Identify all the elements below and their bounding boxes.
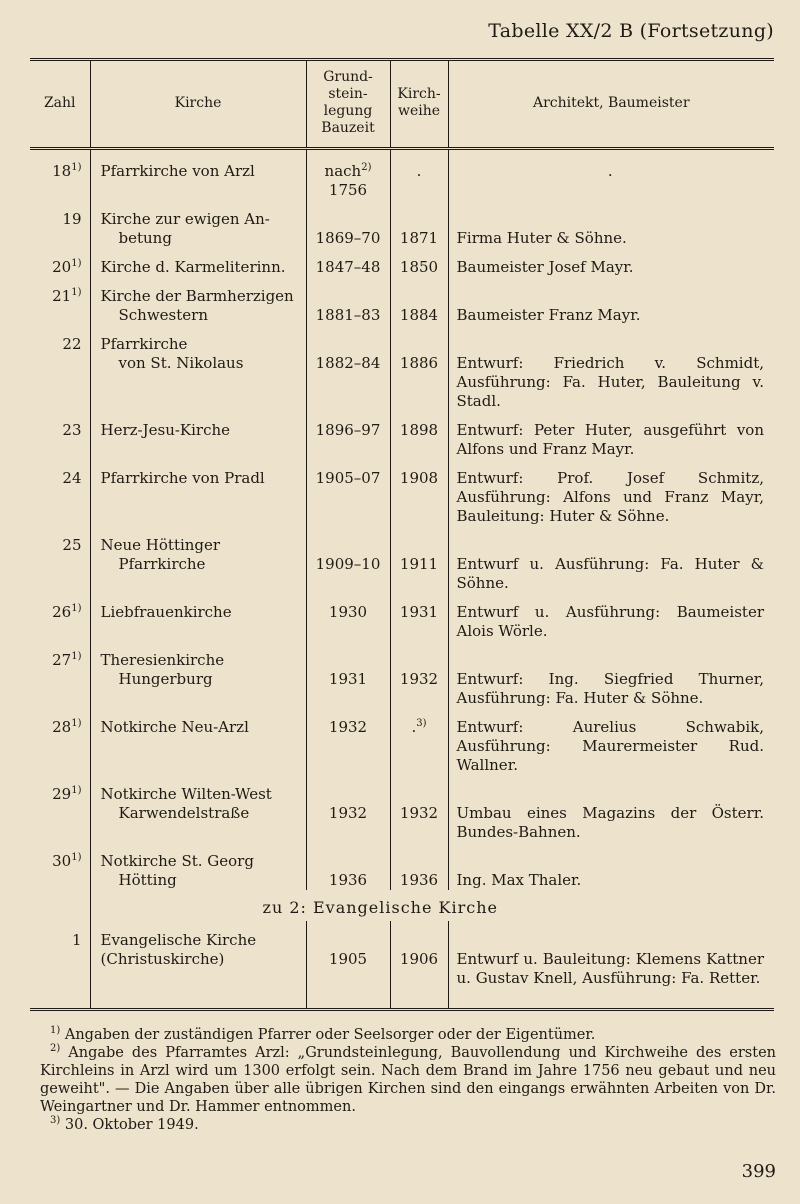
header-grundsteinlegung: Grund- stein- legung Bauzeit [306,61,390,149]
table-row [30,641,774,708]
architect: Baumeister Franz Mayr. [448,277,774,325]
church-name: Neue Höttinger Pfarrkirche [90,526,306,593]
architect: Ing. Max Thaler. [448,842,774,890]
row-number: 29$^{1)}$ [52,785,82,803]
table-row [30,277,774,325]
architect: Firma Huter & Söhne. [448,200,774,248]
row-number: 1 [71,931,82,949]
construction-period: 1896–97 [306,411,390,459]
architect: Umbau eines Magazins der Österr. Bundes-Bahnen. [448,775,774,842]
church-name: Evangelische Kirche (Christuskirche) [90,921,306,1008]
construction-period: nach$^{2)}$ 1756 [306,149,390,201]
table-row [30,708,774,775]
consecration-year: 1932 [390,775,448,842]
header-architekt: Architekt, Baumeister [448,61,774,149]
church-name: Kirche der Barmherzigen Schwestern [90,277,306,325]
table-row [30,842,774,890]
church-name: Pfarrkirche von Pradl [90,459,306,526]
consecration-year: 1908 [390,459,448,526]
row-number: 26$^{1)}$ [52,603,82,621]
church-name: Kirche d. Karmeliterinn. [90,248,306,277]
church-name: Pfarrkirche von St. Nikolaus [90,325,306,411]
architect: Entwurf u. Ausführung: Fa. Huter & Söhne. [448,526,774,593]
header-kirchweihe: Kirch- weihe [390,61,448,149]
architect: Entwurf: Prof. Josef Schmitz, Ausführung: Alfons und Franz Mayr, Bauleitung: Huter & Söhne. [448,459,774,526]
church-name: Pfarrkirche von Arzl [90,149,306,201]
consecration-year: 1932 [390,641,448,708]
construction-period: 1869–70 [306,200,390,248]
table-row [30,149,774,201]
construction-period: 1932 [306,708,390,775]
section-heading: zu 2: Evangelische Kirche [90,890,774,921]
table-row [30,248,774,277]
architect: Entwurf: Friedrich v. Schmidt, Ausführung: Fa. Huter, Bauleitung v. Stadl. [448,325,774,411]
row-number: 22 [62,335,82,353]
page-number: 399 [741,1161,776,1182]
header-kirche: Kirche [90,61,306,149]
row-number: 30$^{1)}$ [52,852,82,870]
table-row [30,200,774,248]
construction-period: 1882–84 [306,325,390,411]
table-title: Tabelle XX/2 B (Fortsetzung) [488,20,774,42]
table-header-row [30,61,774,149]
consecration-year: 1898 [390,411,448,459]
church-name: Notkirche Neu-Arzl [90,708,306,775]
church-name: Theresienkirche Hungerburg [90,641,306,708]
church-table [30,58,774,1011]
church-name: Notkirche St. Georg Hötting [90,842,306,890]
table-row [30,325,774,411]
construction-period: 1847–48 [306,248,390,277]
consecration-year: 1886 [390,325,448,411]
consecration-year: 1884 [390,277,448,325]
construction-period: 1930 [306,593,390,641]
construction-period: 1936 [306,842,390,890]
table-row [30,921,774,1008]
construction-period: 1881–83 [306,277,390,325]
consecration-year: 1906 [390,921,448,1008]
church-name: Notkirche Wilten-West Karwendelstraße [90,775,306,842]
consecration-year: 1871 [390,200,448,248]
footnote-1: $^{1)}$ Angaben der zuständigen Pfarrer oder Seelsorger oder der Eigentümer. [50,1025,596,1043]
consecration-year: 1850 [390,248,448,277]
consecration-year: 1911 [390,526,448,593]
construction-period: 1931 [306,641,390,708]
church-name: Herz-Jesu-Kirche [90,411,306,459]
footnote-3: $^{3)}$ 30. Oktober 1949. [50,1115,199,1133]
architect: Entwurf: Peter Huter, ausgeführt von Alfons und Franz Mayr. [448,411,774,459]
architect: Entwurf: Ing. Siegfried Thurner, Ausführung: Fa. Huter & Söhne. [448,641,774,708]
table-row [30,459,774,526]
architect: Entwurf: Aurelius Schwabik, Ausführung: Maurermeister Rud. Wallner. [448,708,774,775]
architect: Entwurf u. Bauleitung: Klemens Kattner u. Gustav Knell, Ausführung: Fa. Retter. [448,921,774,1008]
row-number: 18$^{1)}$ [52,162,82,180]
row-number: 20$^{1)}$ [52,258,82,276]
construction-period: 1909–10 [306,526,390,593]
footnote-2: $^{2)}$ Angabe des Pfarramtes Arzl: „Grundsteinlegung, Bauvollendung und Kirchweihe des ersten Kirchleins in Arzl wird um 1300 erfolgt sein. Nach dem Brand im Jahre 1756 neu gebaut und neu geweiht". — Die Angaben über alle übrigen Kirchen sind den eingangs erwähnten Arbeiten von Dr. Weingartner und Dr. Hammer entnommen. [40,1043,776,1115]
row-number: 25 [62,536,82,554]
row-number: 28$^{1)}$ [52,718,82,736]
construction-period: 1905–07 [306,459,390,526]
church-name: Liebfrauenkirche [90,593,306,641]
footnotes [40,1026,776,1134]
church-name: Kirche zur ewigen An- betung [90,200,306,248]
table-row [30,411,774,459]
row-number: 24 [62,469,82,487]
consecration-year: .$^{3)}$ [390,708,448,775]
architect: . [448,149,774,201]
construction-period: 1905 [306,921,390,1008]
row-number: 19 [62,210,82,228]
table-row [30,526,774,593]
consecration-year: 1931 [390,593,448,641]
table-row [30,593,774,641]
row-number: 21$^{1)}$ [52,287,82,305]
header-zahl: Zahl [30,61,90,149]
section-heading-row [30,890,774,921]
architect: Baumeister Josef Mayr. [448,248,774,277]
construction-period: 1932 [306,775,390,842]
architect: Entwurf u. Ausführung: Baumeister Alois Wörle. [448,593,774,641]
consecration-year: . [390,149,448,201]
table-row [30,775,774,842]
row-number: 27$^{1)}$ [52,651,82,669]
consecration-year: 1936 [390,842,448,890]
row-number: 23 [62,421,82,439]
